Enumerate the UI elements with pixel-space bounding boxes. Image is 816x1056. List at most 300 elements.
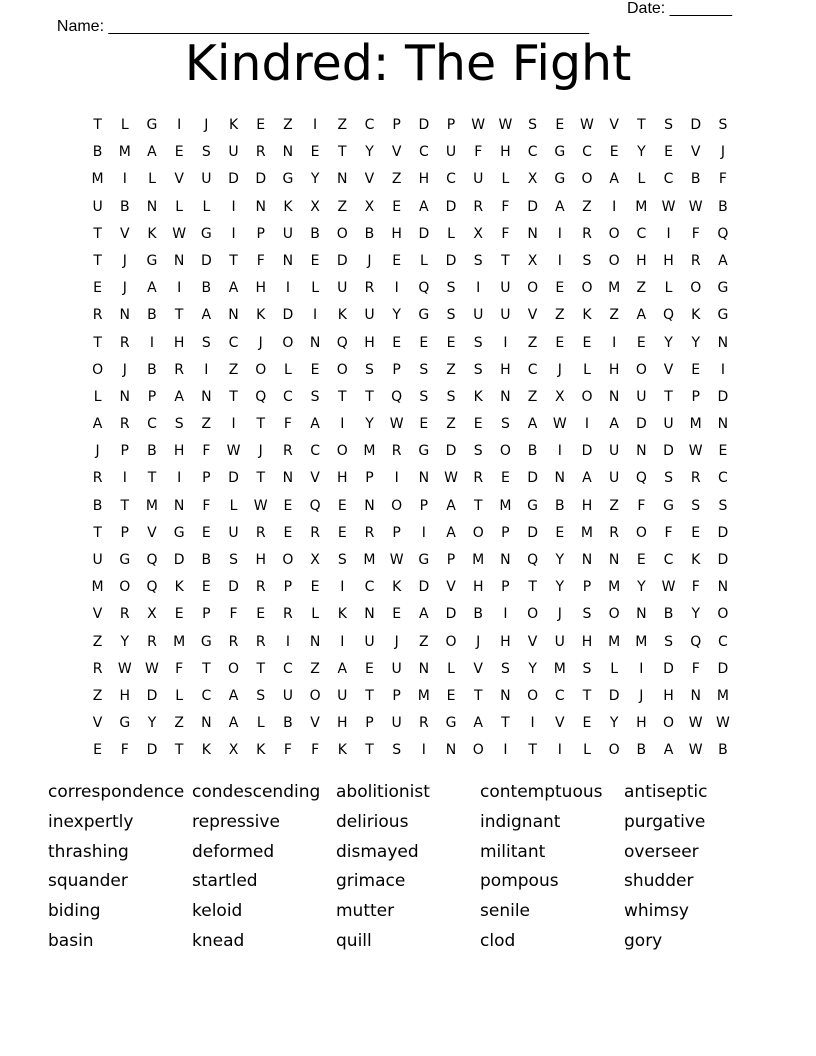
grid-letter[interactable]: G: [418, 443, 430, 460]
grid-letter[interactable]: T: [528, 742, 537, 759]
grid-letter[interactable]: O: [527, 606, 539, 623]
grid-letter[interactable]: R: [283, 443, 293, 460]
grid-letter[interactable]: I: [503, 334, 508, 351]
grid-letter[interactable]: O: [499, 443, 511, 460]
grid-letter[interactable]: E: [310, 361, 320, 378]
grid-letter[interactable]: Y: [365, 144, 374, 161]
grid-letter[interactable]: Q: [663, 307, 675, 324]
grid-letter[interactable]: C: [283, 660, 293, 677]
grid-letter[interactable]: S: [664, 633, 673, 650]
grid-letter[interactable]: H: [581, 497, 593, 514]
grid-letter[interactable]: I: [584, 416, 590, 433]
grid-letter[interactable]: X: [147, 606, 157, 623]
grid-letter[interactable]: M: [689, 416, 702, 433]
grid-letter[interactable]: I: [503, 742, 508, 759]
grid-letter[interactable]: Z: [310, 660, 320, 677]
grid-letter[interactable]: E: [392, 606, 402, 623]
grid-letter[interactable]: H: [418, 171, 430, 188]
grid-letter[interactable]: G: [200, 225, 212, 242]
grid-letter[interactable]: R: [92, 470, 103, 487]
grid-letter[interactable]: H: [636, 715, 647, 732]
grid-letter[interactable]: O: [282, 552, 294, 568]
grid-letter[interactable]: E: [283, 497, 293, 514]
grid-letter[interactable]: Y: [691, 606, 700, 623]
date-field[interactable]: Date: _______: [627, 0, 732, 17]
grid-letter[interactable]: C: [446, 171, 456, 188]
grid-letter[interactable]: F: [202, 497, 211, 514]
grid-letter[interactable]: Q: [146, 552, 158, 568]
grid-letter[interactable]: D: [717, 524, 729, 541]
grid-letter[interactable]: O: [472, 524, 484, 541]
grid-letter[interactable]: Z: [391, 171, 402, 188]
grid-letter[interactable]: K: [283, 198, 293, 215]
grid-letter[interactable]: G: [554, 171, 566, 188]
grid-letter[interactable]: H: [364, 334, 375, 351]
grid-letter[interactable]: I: [231, 416, 236, 433]
grid-letter[interactable]: V: [446, 579, 456, 596]
grid-letter[interactable]: I: [204, 361, 209, 378]
grid-letter[interactable]: N: [282, 144, 294, 161]
grid-letter[interactable]: O: [663, 715, 675, 732]
grid-letter[interactable]: C: [718, 470, 728, 487]
grid-letter[interactable]: L: [175, 198, 184, 215]
grid-letter[interactable]: D: [635, 416, 647, 433]
grid-letter[interactable]: F: [120, 742, 129, 759]
grid-letter[interactable]: J: [122, 280, 127, 297]
grid-letter[interactable]: H: [337, 715, 348, 732]
grid-letter[interactable]: K: [691, 307, 701, 324]
grid-letter[interactable]: Y: [528, 660, 537, 677]
grid-letter[interactable]: I: [285, 633, 290, 650]
grid-letter[interactable]: D: [418, 225, 430, 242]
grid-letter[interactable]: A: [718, 252, 728, 269]
grid-letter[interactable]: R: [119, 606, 130, 623]
grid-letter[interactable]: T: [93, 252, 102, 269]
grid-letter[interactable]: L: [311, 280, 319, 297]
grid-letter[interactable]: P: [501, 524, 510, 541]
grid-letter[interactable]: R: [418, 715, 429, 732]
grid-letter[interactable]: D: [228, 579, 239, 596]
grid-letter[interactable]: M: [417, 687, 430, 704]
grid-letter[interactable]: T: [365, 687, 374, 704]
grid-letter[interactable]: E: [500, 470, 510, 487]
grid-letter[interactable]: H: [663, 252, 674, 269]
grid-letter[interactable]: E: [365, 660, 374, 677]
grid-letter[interactable]: N: [255, 198, 266, 215]
grid-letter[interactable]: J: [258, 334, 263, 351]
grid-letter[interactable]: B: [92, 144, 103, 161]
grid-letter[interactable]: S: [310, 388, 320, 405]
grid-letter[interactable]: D: [717, 552, 729, 568]
grid-letter[interactable]: L: [637, 171, 646, 188]
grid-letter[interactable]: E: [609, 144, 619, 161]
name-field[interactable]: Name: ______________________________________________________: [56, 18, 589, 35]
grid-letter[interactable]: G: [663, 497, 674, 514]
grid-letter[interactable]: X: [364, 198, 375, 215]
grid-letter[interactable]: N: [500, 552, 511, 568]
grid-letter[interactable]: D: [255, 171, 267, 188]
grid-letter[interactable]: D: [418, 579, 430, 596]
grid-letter[interactable]: O: [581, 280, 593, 297]
grid-letter[interactable]: I: [639, 660, 644, 677]
grid-letter[interactable]: M: [472, 552, 485, 568]
grid-letter[interactable]: E: [310, 579, 320, 596]
grid-letter[interactable]: C: [201, 687, 212, 704]
grid-letter[interactable]: T: [229, 252, 238, 269]
grid-letter[interactable]: A: [582, 470, 592, 487]
grid-letter[interactable]: R: [147, 633, 157, 650]
grid-letter[interactable]: V: [92, 606, 103, 623]
grid-letter[interactable]: Y: [310, 171, 320, 188]
grid-letter[interactable]: I: [503, 606, 508, 623]
grid-letter[interactable]: O: [635, 361, 647, 378]
grid-letter[interactable]: I: [313, 307, 318, 324]
grid-letter[interactable]: A: [636, 307, 647, 324]
grid-letter[interactable]: W: [661, 579, 676, 596]
grid-letter[interactable]: M: [91, 579, 104, 596]
grid-letter[interactable]: U: [636, 388, 647, 405]
grid-letter[interactable]: I: [313, 117, 318, 133]
grid-letter[interactable]: V: [310, 470, 320, 487]
grid-letter[interactable]: D: [581, 443, 593, 460]
grid-letter[interactable]: A: [147, 280, 157, 297]
grid-letter[interactable]: R: [582, 225, 592, 242]
grid-letter[interactable]: C: [228, 334, 239, 351]
grid-letter[interactable]: C: [718, 633, 728, 650]
grid-letter[interactable]: R: [119, 334, 130, 351]
grid-letter[interactable]: K: [228, 117, 239, 133]
grid-letter[interactable]: T: [93, 524, 102, 541]
grid-letter[interactable]: B: [147, 361, 157, 378]
grid-letter[interactable]: T: [93, 334, 102, 351]
grid-letter[interactable]: I: [557, 225, 562, 242]
grid-letter[interactable]: N: [364, 497, 375, 514]
grid-letter[interactable]: D: [146, 742, 158, 759]
grid-letter[interactable]: I: [612, 198, 617, 215]
grid-letter[interactable]: E: [337, 524, 347, 541]
grid-letter[interactable]: R: [255, 579, 266, 596]
grid-letter[interactable]: T: [174, 307, 184, 324]
grid-letter[interactable]: E: [664, 144, 673, 161]
grid-letter[interactable]: A: [228, 280, 239, 297]
grid-letter[interactable]: H: [500, 144, 511, 161]
grid-letter[interactable]: G: [282, 171, 294, 188]
grid-letter[interactable]: S: [365, 361, 374, 378]
grid-letter[interactable]: U: [500, 307, 511, 324]
grid-letter[interactable]: I: [666, 225, 671, 242]
grid-letter[interactable]: E: [555, 524, 565, 541]
grid-letter[interactable]: Y: [365, 416, 374, 433]
grid-letter[interactable]: S: [337, 552, 347, 568]
grid-letter[interactable]: S: [664, 117, 673, 133]
grid-letter[interactable]: H: [255, 552, 266, 568]
grid-letter[interactable]: X: [554, 388, 565, 405]
grid-letter[interactable]: E: [419, 416, 429, 433]
grid-letter[interactable]: O: [635, 524, 647, 541]
grid-letter[interactable]: N: [228, 307, 239, 324]
grid-letter[interactable]: C: [582, 144, 592, 161]
grid-letter[interactable]: E: [446, 334, 456, 351]
grid-letter[interactable]: O: [336, 361, 348, 378]
grid-letter[interactable]: N: [364, 606, 375, 623]
grid-letter[interactable]: N: [146, 198, 158, 215]
grid-letter[interactable]: D: [228, 470, 239, 487]
grid-letter[interactable]: J: [122, 361, 127, 378]
grid-letter[interactable]: I: [285, 280, 290, 297]
grid-letter[interactable]: Z: [446, 361, 456, 378]
grid-letter[interactable]: L: [664, 280, 673, 297]
grid-letter[interactable]: F: [691, 660, 700, 677]
grid-letter[interactable]: O: [527, 280, 539, 297]
grid-letter[interactable]: N: [282, 252, 294, 269]
grid-letter[interactable]: W: [688, 198, 703, 215]
grid-letter[interactable]: A: [663, 742, 674, 759]
grid-letter[interactable]: K: [392, 579, 402, 596]
grid-letter[interactable]: C: [663, 552, 674, 568]
grid-letter[interactable]: B: [201, 552, 212, 568]
grid-letter[interactable]: W: [661, 198, 676, 215]
grid-letter[interactable]: C: [636, 225, 647, 242]
grid-letter[interactable]: L: [202, 198, 211, 215]
grid-letter[interactable]: A: [228, 715, 239, 732]
grid-letter[interactable]: E: [473, 416, 483, 433]
grid-letter[interactable]: L: [120, 117, 129, 133]
grid-letter[interactable]: P: [120, 443, 129, 460]
grid-letter[interactable]: K: [337, 606, 347, 623]
grid-letter[interactable]: B: [718, 198, 728, 215]
grid-letter[interactable]: W: [688, 742, 703, 759]
grid-letter[interactable]: T: [93, 117, 102, 133]
grid-letter[interactable]: O: [717, 606, 729, 623]
grid-letter[interactable]: A: [201, 307, 212, 324]
grid-letter[interactable]: O: [336, 443, 348, 460]
grid-letter[interactable]: S: [446, 280, 456, 297]
grid-letter[interactable]: N: [636, 443, 647, 460]
grid-letter[interactable]: N: [173, 497, 185, 514]
grid-letter[interactable]: P: [501, 579, 510, 596]
grid-letter[interactable]: M: [173, 633, 186, 650]
grid-letter[interactable]: N: [445, 742, 457, 759]
grid-letter[interactable]: R: [690, 470, 701, 487]
grid-letter[interactable]: M: [553, 660, 566, 677]
grid-letter[interactable]: K: [337, 307, 347, 324]
grid-letter[interactable]: L: [311, 606, 319, 623]
letter-grid[interactable]: [84, 112, 737, 765]
grid-letter[interactable]: B: [119, 198, 130, 215]
grid-letter[interactable]: I: [530, 715, 535, 732]
grid-letter[interactable]: Q: [391, 388, 403, 405]
grid-letter[interactable]: T: [256, 660, 265, 677]
grid-letter[interactable]: Q: [336, 334, 348, 351]
grid-letter[interactable]: M: [635, 198, 648, 215]
grid-letter[interactable]: N: [418, 470, 430, 487]
grid-letter[interactable]: Q: [309, 497, 321, 514]
grid-letter[interactable]: W: [580, 117, 594, 133]
grid-letter[interactable]: U: [92, 198, 103, 215]
grid-letter[interactable]: A: [174, 388, 184, 405]
grid-letter[interactable]: N: [309, 633, 321, 650]
grid-letter[interactable]: G: [418, 307, 430, 324]
grid-letter[interactable]: Z: [636, 280, 647, 297]
grid-letter[interactable]: F: [718, 171, 727, 188]
grid-letter[interactable]: W: [117, 660, 132, 677]
grid-letter[interactable]: P: [446, 117, 456, 133]
grid-letter[interactable]: M: [608, 579, 621, 596]
grid-letter[interactable]: M: [145, 497, 159, 514]
grid-letter[interactable]: F: [691, 579, 700, 596]
grid-letter[interactable]: F: [175, 660, 184, 677]
grid-letter[interactable]: Q: [527, 552, 539, 568]
grid-letter[interactable]: J: [204, 117, 209, 133]
grid-letter[interactable]: Q: [418, 280, 430, 297]
grid-letter[interactable]: M: [363, 552, 376, 568]
grid-letter[interactable]: T: [365, 388, 374, 405]
grid-letter[interactable]: M: [363, 443, 376, 460]
grid-letter[interactable]: O: [119, 579, 131, 596]
grid-letter[interactable]: S: [664, 470, 673, 487]
grid-letter[interactable]: M: [608, 633, 621, 650]
grid-letter[interactable]: S: [473, 361, 483, 378]
grid-letter[interactable]: Z: [228, 361, 239, 378]
grid-letter[interactable]: Y: [637, 579, 646, 596]
grid-letter[interactable]: D: [445, 443, 457, 460]
grid-letter[interactable]: M: [608, 280, 621, 297]
grid-letter[interactable]: E: [392, 252, 402, 269]
grid-letter[interactable]: N: [201, 388, 212, 405]
grid-letter[interactable]: D: [228, 171, 239, 188]
grid-letter[interactable]: W: [688, 715, 703, 732]
grid-letter[interactable]: R: [228, 633, 239, 650]
grid-letter[interactable]: D: [173, 552, 185, 568]
grid-letter[interactable]: L: [284, 361, 292, 378]
grid-letter[interactable]: E: [310, 144, 320, 161]
grid-letter[interactable]: A: [228, 687, 239, 704]
grid-letter[interactable]: B: [473, 606, 484, 623]
grid-letter[interactable]: U: [554, 633, 565, 650]
grid-letter[interactable]: U: [337, 687, 348, 704]
grid-letter[interactable]: I: [340, 579, 345, 596]
grid-letter[interactable]: Y: [555, 579, 565, 596]
grid-letter[interactable]: P: [582, 579, 592, 596]
grid-letter[interactable]: W: [498, 117, 513, 133]
grid-letter[interactable]: E: [392, 198, 402, 215]
grid-letter[interactable]: M: [499, 497, 512, 514]
grid-letter[interactable]: E: [446, 687, 456, 704]
grid-letter[interactable]: R: [690, 252, 701, 269]
grid-letter[interactable]: O: [92, 361, 104, 378]
grid-letter[interactable]: O: [472, 742, 484, 759]
grid-letter[interactable]: T: [365, 742, 374, 759]
grid-letter[interactable]: D: [690, 117, 702, 133]
grid-letter[interactable]: R: [609, 524, 620, 541]
grid-letter[interactable]: Z: [582, 198, 592, 215]
grid-letter[interactable]: I: [231, 225, 236, 242]
grid-letter[interactable]: T: [338, 144, 347, 161]
grid-letter[interactable]: E: [555, 117, 565, 133]
grid-letter[interactable]: Y: [664, 334, 673, 351]
grid-letter[interactable]: Z: [337, 117, 348, 133]
grid-letter[interactable]: B: [527, 443, 538, 460]
grid-letter[interactable]: K: [337, 742, 347, 759]
grid-letter[interactable]: C: [283, 388, 293, 405]
grid-letter[interactable]: J: [476, 633, 481, 650]
grid-letter[interactable]: P: [691, 388, 700, 405]
grid-letter[interactable]: E: [636, 334, 646, 351]
grid-letter[interactable]: U: [201, 171, 212, 188]
grid-letter[interactable]: Y: [637, 144, 646, 161]
grid-letter[interactable]: X: [527, 252, 538, 269]
grid-letter[interactable]: U: [364, 307, 375, 324]
grid-letter[interactable]: K: [473, 388, 483, 405]
grid-letter[interactable]: O: [608, 606, 620, 623]
grid-letter[interactable]: R: [310, 524, 320, 541]
grid-letter[interactable]: Q: [690, 633, 702, 650]
grid-letter[interactable]: V: [364, 171, 375, 188]
grid-letter[interactable]: T: [338, 388, 347, 405]
grid-letter[interactable]: S: [473, 443, 483, 460]
grid-letter[interactable]: C: [418, 144, 429, 161]
grid-letter[interactable]: C: [554, 687, 565, 704]
grid-letter[interactable]: O: [527, 687, 539, 704]
grid-letter[interactable]: D: [200, 252, 212, 269]
grid-letter[interactable]: B: [364, 225, 375, 242]
grid-letter[interactable]: D: [717, 660, 729, 677]
grid-letter[interactable]: C: [527, 361, 538, 378]
grid-letter[interactable]: M: [118, 144, 131, 161]
grid-letter[interactable]: W: [688, 443, 703, 460]
grid-letter[interactable]: Y: [609, 715, 619, 732]
grid-letter[interactable]: T: [501, 715, 510, 732]
grid-letter[interactable]: E: [174, 144, 184, 161]
grid-letter[interactable]: G: [119, 715, 131, 732]
grid-letter[interactable]: O: [282, 334, 294, 351]
grid-letter[interactable]: T: [582, 687, 592, 704]
grid-letter[interactable]: U: [391, 715, 402, 732]
grid-letter[interactable]: U: [500, 280, 511, 297]
grid-letter[interactable]: N: [554, 470, 566, 487]
grid-letter[interactable]: O: [309, 687, 321, 704]
grid-letter[interactable]: B: [147, 307, 157, 324]
grid-letter[interactable]: G: [146, 117, 158, 133]
grid-letter[interactable]: T: [664, 388, 673, 405]
grid-letter[interactable]: Q: [635, 470, 647, 487]
grid-letter[interactable]: Z: [174, 715, 184, 732]
grid-letter[interactable]: W: [389, 416, 404, 433]
grid-letter[interactable]: N: [717, 416, 729, 433]
grid-letter[interactable]: O: [391, 497, 403, 514]
grid-letter[interactable]: N: [608, 388, 620, 405]
grid-letter[interactable]: R: [473, 198, 484, 215]
grid-letter[interactable]: N: [119, 388, 131, 405]
grid-letter[interactable]: R: [364, 280, 375, 297]
grid-letter[interactable]: G: [717, 280, 729, 297]
grid-letter[interactable]: U: [282, 687, 294, 704]
grid-letter[interactable]: P: [392, 117, 401, 133]
grid-letter[interactable]: J: [95, 443, 100, 460]
grid-letter[interactable]: C: [310, 443, 320, 460]
grid-letter[interactable]: F: [501, 198, 510, 215]
grid-letter[interactable]: D: [336, 252, 348, 269]
grid-letter[interactable]: S: [174, 416, 184, 433]
grid-letter[interactable]: V: [92, 715, 103, 732]
grid-letter[interactable]: C: [364, 117, 375, 133]
grid-letter[interactable]: F: [283, 742, 292, 759]
grid-letter[interactable]: I: [177, 117, 182, 133]
grid-letter[interactable]: K: [201, 742, 211, 759]
grid-letter[interactable]: F: [474, 144, 483, 161]
grid-letter[interactable]: I: [149, 334, 155, 351]
grid-letter[interactable]: U: [282, 225, 294, 242]
